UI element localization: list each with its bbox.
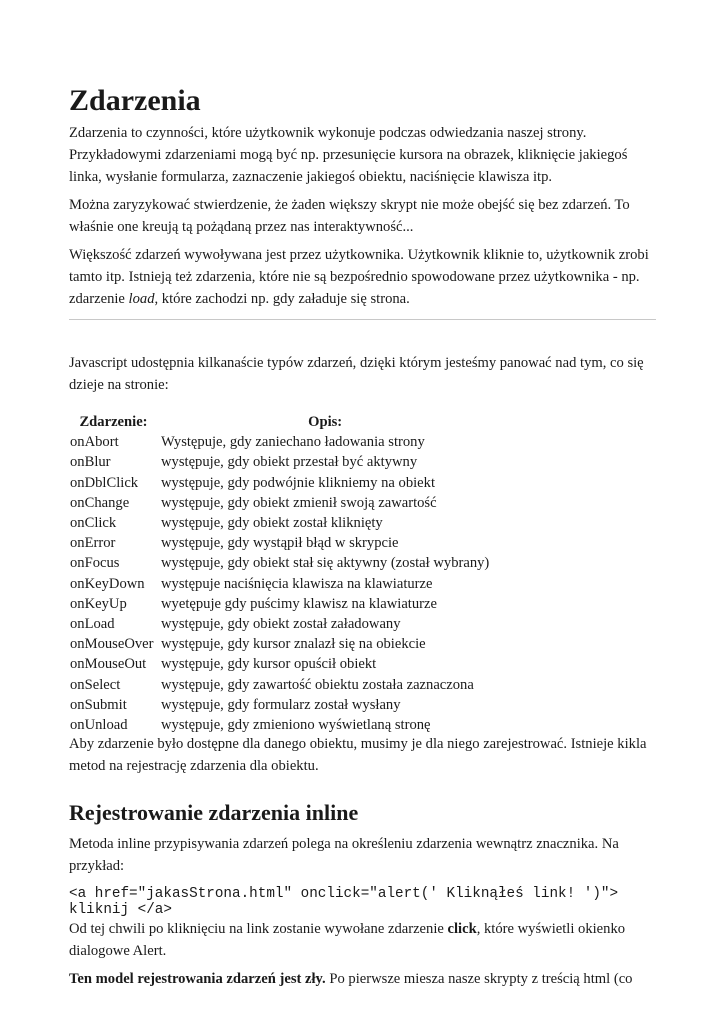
inline-paragraph-2 [69, 918, 659, 962]
table-row [68, 432, 491, 452]
inline-paragraph-3 [69, 968, 659, 990]
after-table-paragraph: Aby zdarzenie było dostępne dla danego obiektu, musimy je dla niego zarejestrować. Istnieje kikla metod na rejestrację zdarzenia dla obiektu. [69, 736, 647, 775]
event-description: występuje, gdy kursor znalazł się na obiekcie [161, 636, 426, 653]
intro-paragraph-2: Można zaryzykować stwierdzenie, że żaden większy skrypt nie może obejść się bez zdarzeń. To właśnie one kreują tą pożądaną przez nas interaktywność... [69, 197, 630, 235]
section-divider [69, 319, 656, 320]
event-name: onUnload [70, 717, 128, 734]
intro-paragraph-1: Zdarzenia to czynności, które użytkownik wykonuje podczas odwiedzania naszej strony. Przykładowymi zdarzeniami mogą być np. przesunięcie kursora na obrazek, kliknięcie jakiegoś linka, wysłanie formularza, zaznaczenie jakiegoś obiektu, naciśnięcie klawisza itp. [69, 125, 628, 185]
warning-bold: Ten model rejestrowania zdarzeń jest zły. [69, 971, 326, 988]
event-name: onMouseOut [70, 656, 147, 673]
event-name: onAbort [70, 434, 119, 451]
event-name: onClick [70, 515, 117, 532]
table-row [68, 634, 491, 654]
header-event: Zdarzenie: [79, 414, 148, 430]
types-intro: Javascript udostępnia kilkanaście typów zdarzeń, dzięki którym jesteśmy panować nad tym, co się dzieje na stronie: [69, 355, 644, 393]
event-name: onKeyUp [70, 595, 127, 612]
table-row [68, 493, 491, 513]
event-name: onSelect [70, 676, 121, 693]
event-name: onChange [70, 494, 130, 511]
event-name: onDblClick [70, 474, 139, 491]
code-example: <a href="jakasStrona.html" onclick="alert(' Kliknąłeś link! ')"> kliknij </a> [69, 886, 627, 919]
event-description: wyetępuje gdy puścimy klawisz na klawiaturze [161, 595, 437, 612]
event-description: występuje, gdy kursor opuścił obiekt [161, 656, 377, 673]
p2-text-end: , które wyświetli okienko dialogowe Alert. [69, 921, 626, 960]
event-name: onBlur [70, 454, 111, 471]
event-description: występuje, gdy zmieniono wyświetlaną stronę [161, 717, 431, 734]
event-description: występuje naciśnięcia klawisza na klawiaturze [161, 575, 433, 592]
header-description: Opis: [308, 414, 343, 430]
table-row [68, 513, 491, 533]
events-table-header [68, 412, 491, 432]
table-row [68, 473, 491, 493]
page-title: Zdarzenia [69, 84, 201, 117]
load-emphasis: load [128, 291, 155, 307]
event-name: onError [70, 535, 116, 552]
event-description: występuje, gdy obiekt został kliknięty [161, 515, 383, 532]
event-name: onSubmit [70, 696, 127, 713]
event-description: występuje, gdy wystąpił błąd w skrypcie [161, 535, 399, 552]
event-description: występuje, gdy obiekt stał się aktywny (został wybrany) [161, 555, 490, 572]
table-row [68, 452, 491, 472]
event-name: onFocus [70, 555, 120, 572]
event-description: Występuje, gdy zaniechano ładowania strony [161, 434, 425, 451]
para3-text: Większość zdarzeń wywoływana jest przez użytkownika. Użytkownik kliknie to, użytkownik zrobi tamto itp. Istnieją też zdarzenia, które nie są bezpośrednio spowodowane przez użytkownika - np. zdarzenie [69, 247, 649, 307]
event-description: występuje, gdy obiekt zmienił swoją zawartość [161, 494, 437, 511]
event-description: występuje, gdy podwójnie klikniemy na obiekt [161, 474, 435, 491]
event-description: występuje, gdy obiekt został załadowany [161, 616, 401, 633]
section-heading-inline: Rejestrowanie zdarzenia inline [69, 800, 359, 826]
p3-text: Po pierwsze miesza nasze skrypty z treścią html (co [325, 971, 633, 988]
article [69, 82, 659, 990]
table-row [68, 614, 491, 634]
event-description: występuje, gdy zawartość obiektu została zaznaczona [161, 676, 474, 693]
events-table-body [68, 432, 491, 735]
inline-paragraph-1: Metoda inline przypisywania zdarzeń polega na określeniu zdarzenia wewnątrz znacznika. Na przykład: [69, 836, 619, 875]
event-name: onMouseOver [70, 636, 154, 653]
event-name: onKeyDown [70, 575, 145, 592]
event-name: onLoad [70, 616, 115, 633]
table-row [68, 654, 491, 674]
click-bold: click [447, 921, 477, 938]
table-row [68, 533, 491, 553]
table-row [68, 715, 491, 735]
table-row [68, 594, 491, 614]
event-description: występuje, gdy formularz został wysłany [161, 696, 401, 713]
para3-text-end: , które zachodzi np. gdy załaduje się strona. [154, 291, 410, 307]
event-description: występuje, gdy obiekt przestał być aktywny [161, 454, 418, 471]
table-row [68, 574, 491, 594]
p2-text: Od tej chwili po kliknięciu na link zostanie wywołane zdarzenie [69, 921, 448, 938]
table-row [68, 695, 491, 715]
table-row [68, 675, 491, 695]
table-row [68, 553, 491, 573]
intro-paragraph-3 [69, 244, 659, 310]
events-table [68, 412, 491, 735]
